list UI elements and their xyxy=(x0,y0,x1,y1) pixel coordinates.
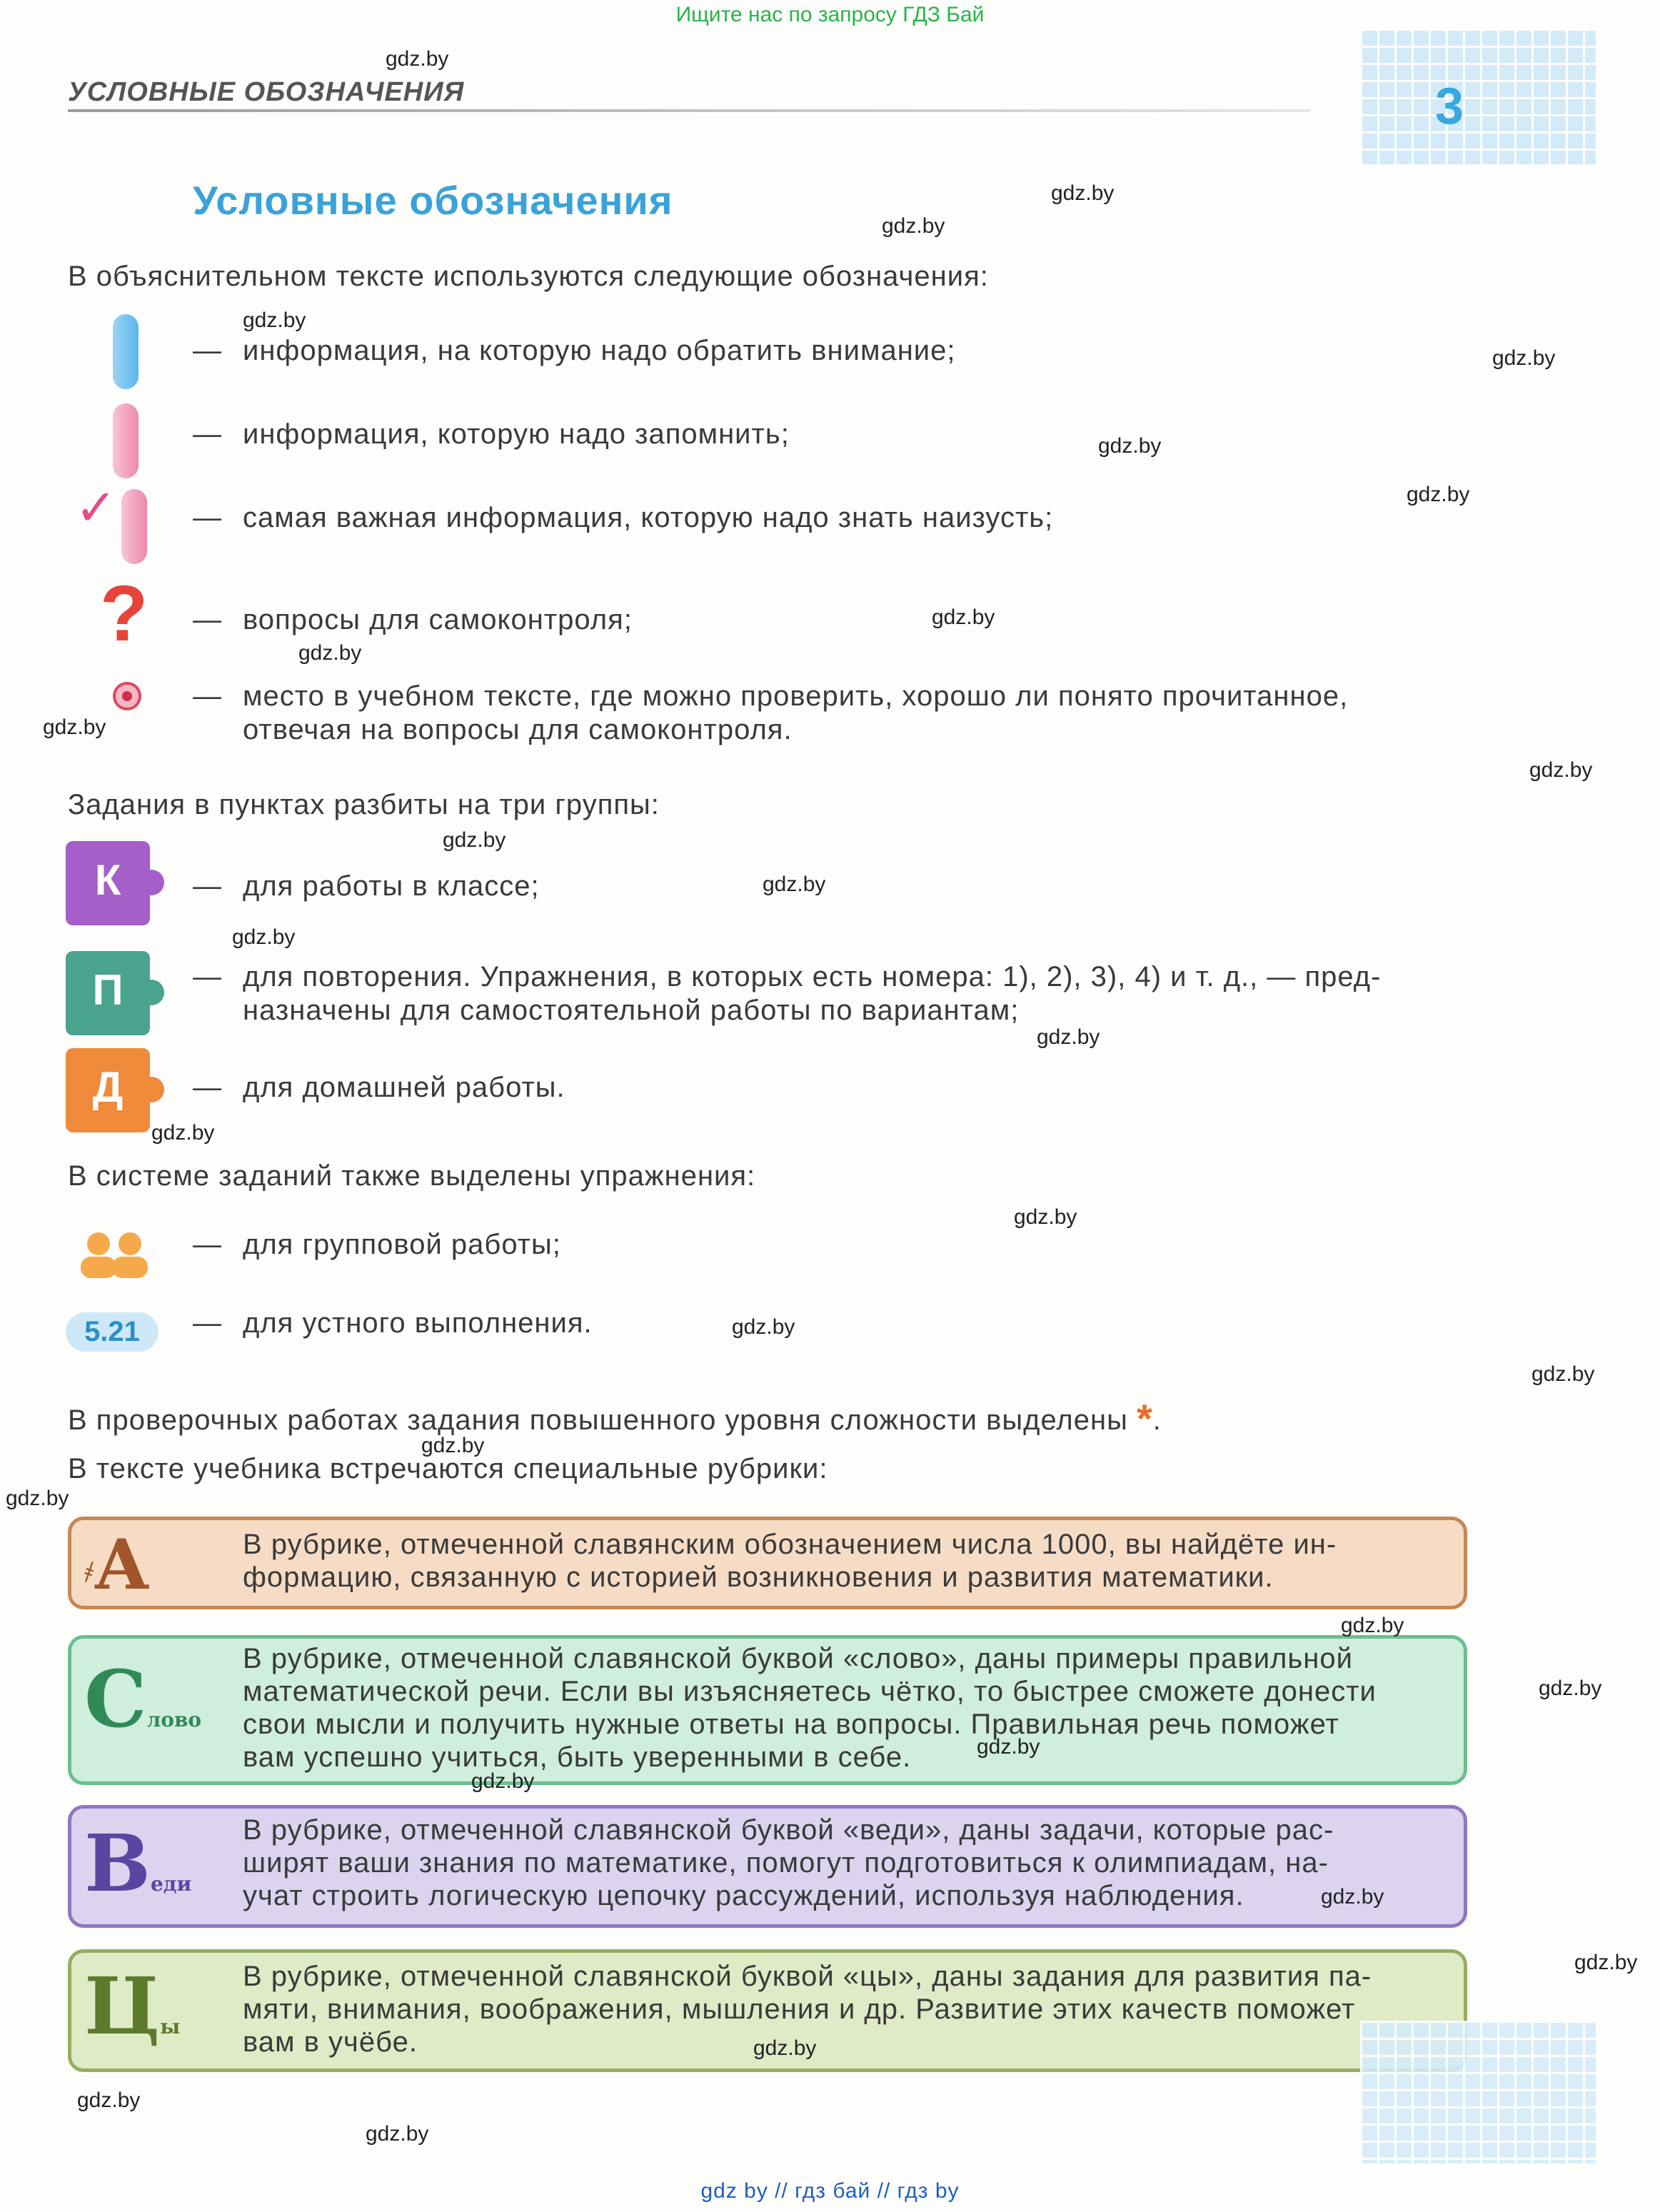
rubric-text-history: В рубрике, отмеченной славянским обозначением числа 1000, вы найдёте ин- формацию, связанную с историей возникновения и развития математики. xyxy=(243,1529,1337,1593)
vedi-letter-icon: Веди xyxy=(84,1817,192,1909)
watermark: gdz.by xyxy=(1098,434,1162,458)
tasks-intro: Задания в пунктах разбиты на три группы: xyxy=(68,789,660,820)
watermark: gdz.by xyxy=(1529,758,1593,782)
watermark: gdz.by xyxy=(243,308,306,332)
puzzle-p-icon: П xyxy=(66,951,150,1035)
dash: — xyxy=(193,870,222,902)
marker-text: вопросы для самоконтроля; xyxy=(243,604,633,635)
watermark: gdz.by xyxy=(298,641,362,665)
task-group-text-line2: назначены для самостоятельной работы по вариантам; xyxy=(243,995,1020,1026)
slavonic-thousand-icon: ҂А xyxy=(84,1524,150,1605)
exercise-oral xyxy=(193,1307,1467,1340)
task-group-text: для работы в классе; xyxy=(243,870,540,902)
running-header: УСЛОВНЫЕ ОБОЗНАЧЕНИЯ xyxy=(68,77,465,107)
oral-exercise-badge: 5.21 xyxy=(66,1312,159,1352)
dash: — xyxy=(193,418,222,450)
pink-bar-icon xyxy=(121,489,147,564)
puzzle-k-icon: К xyxy=(66,841,150,925)
puzzle-d-icon: Д xyxy=(66,1048,150,1132)
marker-text: самая важная информация, которую надо знать наизусть; xyxy=(243,502,1054,533)
watermark: gdz.by xyxy=(43,715,106,739)
difficulty-end: . xyxy=(1152,1404,1162,1436)
watermark: gdz.by xyxy=(1321,1885,1384,1909)
dash: — xyxy=(193,1307,222,1339)
marker-text: информация, на которую надо обратить внимание; xyxy=(243,335,956,366)
grid-decoration-bottom xyxy=(1360,2021,1596,2163)
dash: — xyxy=(193,335,222,366)
task-group-text: для домашней работы. xyxy=(243,1072,565,1103)
intro-paragraph: В объяснительном тексте используются следующие обозначения: xyxy=(68,261,989,292)
watermark: gdz.by xyxy=(1407,483,1470,506)
marker-item-attention xyxy=(193,334,1467,368)
dash: — xyxy=(193,1229,222,1260)
watermark: gdz.by xyxy=(1037,1025,1100,1049)
marker-item-remember xyxy=(193,418,1467,451)
exercises-intro: В системе заданий также выделены упражнения: xyxy=(68,1160,756,1192)
exercise-group xyxy=(193,1228,1467,1262)
header-rule xyxy=(68,109,1310,112)
marker-text-line1: место в учебном тексте, где можно проверить, хорошо ли понято прочитанное, xyxy=(243,680,1349,712)
watermark: gdz.by xyxy=(77,2088,141,2112)
target-icon xyxy=(113,682,141,710)
rubrics-intro: В тексте учебника встречаются специальные рубрики: xyxy=(68,1453,828,1484)
footer-links: gdz by // гдз бай // гдз by xyxy=(700,2179,960,2203)
dash: — xyxy=(193,1072,222,1103)
task-group-text-line1: для повторения. Упражнения, в которых есть номера: 1), 2), 3), 4) и т. д., — пред- xyxy=(243,961,1382,992)
dash: — xyxy=(193,961,222,992)
watermark: gdz.by xyxy=(1574,1951,1638,1974)
exercise-text: для групповой работы; xyxy=(243,1229,561,1260)
pink-bar-icon xyxy=(113,403,139,478)
watermark: gdz.by xyxy=(1531,1362,1595,1386)
dash: — xyxy=(193,680,222,712)
grid-decoration-top xyxy=(1360,29,1596,164)
task-group-class xyxy=(193,870,1467,903)
watermark: gdz.by xyxy=(386,47,449,71)
watermark: gdz.by xyxy=(1539,1676,1602,1700)
blue-bar-icon xyxy=(113,314,139,389)
check-icon: ✓ xyxy=(75,480,117,536)
marker-item-questions xyxy=(193,603,1467,637)
watermark: gdz.by xyxy=(1492,346,1556,370)
watermark: gdz.by xyxy=(443,828,506,852)
watermark: gdz.by xyxy=(232,925,296,949)
group-icon xyxy=(75,1230,154,1280)
watermark: gdz.by xyxy=(753,2036,817,2060)
marker-text: информация, которую надо запомнить; xyxy=(243,418,790,450)
watermark: gdz.by xyxy=(366,2122,429,2146)
watermark: gdz.by xyxy=(1051,181,1115,205)
watermark: gdz.by xyxy=(6,1487,69,1510)
task-group-home xyxy=(193,1071,1467,1105)
watermark: gdz.by xyxy=(763,873,826,896)
watermark: gdz.by xyxy=(1341,1614,1404,1637)
slovo-letter-icon: Слово xyxy=(84,1653,202,1745)
watermark: gdz.by xyxy=(977,1735,1040,1759)
rubric-text-vedi: В рубрике, отмеченной славянской буквой «веди», даны задачи, которые рас- ширят ваши знания по математике, помогут подготовиться к олимпиадам, на- учат строить логическую цепочку рассуждений, используя наблюдения. xyxy=(243,1814,1334,1911)
marker-item-memorize xyxy=(193,501,1467,535)
exercise-text: для устного выполнения. xyxy=(243,1307,593,1339)
watermark: gdz.by xyxy=(732,1315,795,1339)
watermark: gdz.by xyxy=(471,1769,535,1793)
watermark: gdz.by xyxy=(882,214,945,238)
watermark: gdz.by xyxy=(421,1434,485,1457)
rubric-text-slovo: В рубрике, отмеченной славянской буквой «слово», даны примеры правильной математической речи. Если вы изъясняетесь чётко, то быстрее сможете донести свои мысли и получить нужные ответы на вопросы. Правильная речь поможет вам успешно учиться, быть уверенными в себе. xyxy=(243,1643,1377,1773)
question-icon: ? xyxy=(100,570,149,658)
task-group-repeat xyxy=(193,960,1467,1027)
marker-text-line2: отвечая на вопросы для самоконтроля. xyxy=(243,714,793,745)
rubric-text-tsy: В рубрике, отмеченной славянской буквой «цы», даны задания для развития па- мяти, внимания, воображения, мышления и др. Развитие этих качеств поможет вам в учёбе. xyxy=(243,1961,1372,2058)
marker-item-checkpoint xyxy=(193,680,1467,747)
star-icon: * xyxy=(1136,1396,1153,1441)
difficulty-note xyxy=(68,1392,1162,1439)
dash: — xyxy=(193,502,222,533)
tsy-letter-icon: Цы xyxy=(84,1960,181,2052)
dash: — xyxy=(193,604,222,635)
top-banner: Ищите нас по запросу ГДЗ Бай xyxy=(675,3,985,26)
page-number: 3 xyxy=(1435,78,1464,135)
watermark: gdz.by xyxy=(932,605,995,629)
watermark: gdz.by xyxy=(151,1121,215,1145)
difficulty-text: В проверочных работах задания повышенного уровня сложности выделены xyxy=(68,1404,1128,1436)
page-title: Условные обозначения xyxy=(193,178,673,223)
watermark: gdz.by xyxy=(1014,1205,1077,1229)
